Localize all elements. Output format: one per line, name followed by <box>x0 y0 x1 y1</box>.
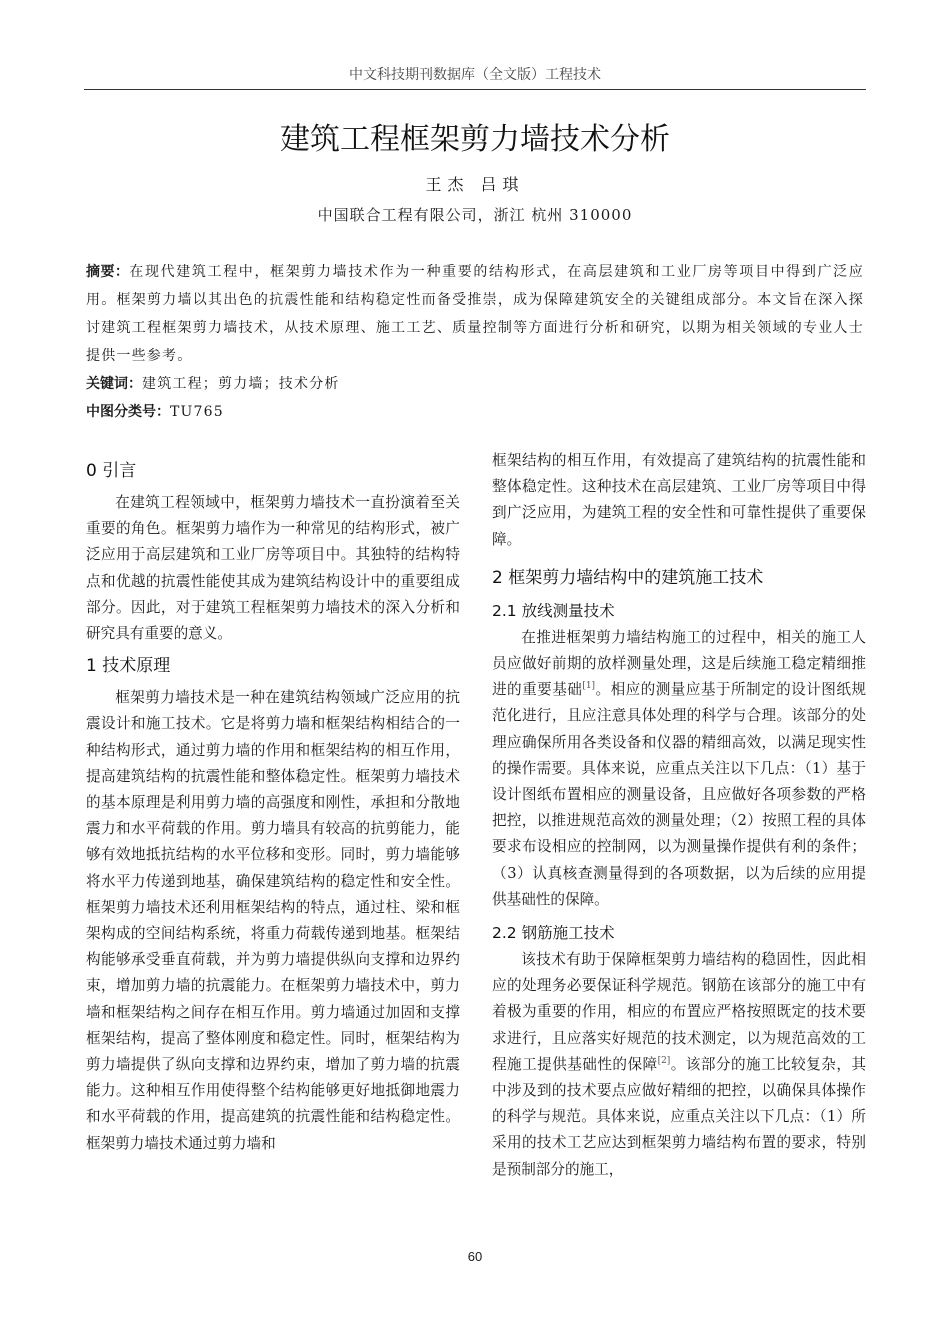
clc-line <box>86 398 864 426</box>
citation-ref-2[interactable]: [2] <box>657 1056 671 1066</box>
section-0-paragraph: 在建筑工程领域中，框架剪力墙技术一直扮演着至关重要的角色。框架剪力墙作为一种常见的结构形式，被广泛应用于高层建筑和工业厂房等项目中。其独特的结构特点和优越的抗震性能使其成为建筑结构设计中的重要组成部分。因此，对于建筑工程框架剪力墙技术的深入分析和研究具有重要的意义。 <box>86 494 460 643</box>
keywords-label: 关键词： <box>86 376 142 392</box>
article-authors: 王杰 吕琪 <box>425 175 525 194</box>
section-2-1-text-a: 在推进框架剪力墙结构施工的过程中，相关的施工人员应做好前期的放样测量处理，这是后续施工稳定精细推进的重要基础 <box>492 628 866 699</box>
section-1-paragraph-left: 框架剪力墙技术是一种在建筑结构领域广泛应用的抗震设计和施工技术。它是将剪力墙和框架结构相结合的一种结构形式，通过剪力墙的作用和框架结构的相互作用，提高建筑结构的抗震性能和整体稳定性。框架剪力墙技术的基本原理是利用剪力墙的高强度和刚性，承担和分散地震力和水平荷载的作用。剪力墙具有较高的抗剪能力，能够有效地抵抗结构的水平位移和变形。同时，剪力墙能够将水平力传递到地基，确保建筑结构的稳定性和安全性。框架剪力墙技术还利用框架结构的特点，通过柱、梁和框架构成的空间结构系统，将重力荷载传递到地基。框架结构能够承受垂直荷载，并为剪力墙提供纵向支撑和边界约束，增加剪力墙的抗震能力。在框架剪力墙技术中，剪力墙和框架结构之间存在相互作用。剪力墙通过加固和支撑框架结构，提高了整体刚度和稳定性。同时，框架结构为剪力墙提供了纵向支撑和边界约束，增加了剪力墙的抗震能力。这种相互作用使得整个结构能够更好地抵御地震力和水平荷载的作用，提高建筑的抗震性能和结构稳定性。框架剪力墙技术通过剪力墙和 <box>86 689 460 1152</box>
article-affiliation: 中国联合工程有限公司，浙江 杭州 310000 <box>317 206 633 224</box>
section-2-2-paragraph <box>492 947 866 1183</box>
section-2-2-text-b: 。该部分的施工比较复杂，其中涉及到的技术要点应做好精细的把控，以确保具体操作的科学与规范。具体来说，应重点关注以下几点：（1）所采用的技术工艺应达到框架剪力墙结构布置的要求，特别是预制部分的施工， <box>492 1055 866 1178</box>
left-column <box>86 452 460 1157</box>
section-0-heading: 0 引言 <box>86 461 137 481</box>
abstract-text: 在现代建筑工程中，框架剪力墙技术作为一种重要的结构形式，在高层建筑和工业厂房等项目中得到广泛应用。框架剪力墙以其出色的抗震性能和结构稳定性而备受推崇，成为保障建筑安全的关键组成部分。本文旨在深入探讨建筑工程框架剪力墙技术，从技术原理、施工工艺、质量控制等方面进行分析和研究，以期为相关领域的专业人士提供一些参考。 <box>86 264 864 364</box>
keywords-text: 建筑工程；剪力墙；技术分析 <box>142 376 340 392</box>
abstract-label: 摘要： <box>86 264 130 280</box>
keywords-line <box>86 370 864 398</box>
clc-code: TU765 <box>170 404 224 420</box>
section-2-2-text-a: 该技术有助于保障框架剪力墙结构的稳固性，因此相应的处理务必要保证科学规范。钢筋在该部分的施工中有着极为重要的作用，相应的布置应严格按照既定的技术要求进行，且应落实好规范的技术测定，以为规范高效的工程施工提供基础性的保障 <box>492 951 866 1073</box>
right-column <box>492 448 866 1183</box>
page-number: 60 <box>467 1249 483 1264</box>
citation-ref-1[interactable]: [1] <box>582 681 596 692</box>
abstract-paragraph <box>86 258 864 370</box>
article-title: 建筑工程框架剪力墙技术分析 <box>280 122 670 157</box>
running-head: 中文科技期刊数据库（全文版）工程技术 <box>349 67 601 83</box>
section-2-heading: 2 框架剪力墙结构中的建筑施工技术 <box>492 567 764 588</box>
clc-label: 中图分类号： <box>86 404 170 420</box>
section-1-paragraph-right: 框架结构的相互作用，有效提高了建筑结构的抗震性能和整体稳定性。这种技术在高层建筑、工业厂房等项目中得到广泛应用，为建筑工程的安全性和可靠性提供了重要保障。 <box>492 452 866 548</box>
section-2-1-heading: 2.1 放线测量技术 <box>492 601 615 620</box>
section-2-1-paragraph <box>492 625 866 913</box>
abstract-block <box>86 258 864 426</box>
section-2-2-heading: 2.2 钢筋施工技术 <box>492 924 615 943</box>
section-1-heading: 1 技术原理 <box>86 656 171 677</box>
section-2-1-text-b: 。相应的测量应基于所制定的设计图纸规范化进行，且应注意具体处理的科学与合理。该部分的处理应确保所用各类设备和仪器的精细高效，以满足现实性的操作需要。具体来说，应重点关注以下几点：（1）基于设计图纸布置相应的测量设备，且应做好各项参数的严格把控，以推进规范高效的测量处理；（2）按照工程的具体要求布设相应的控制网，以为测量操作提供有利的条件；（3）认真核查测量得到的各项数据，以为后续的应用提供基础性的保障。 <box>492 681 866 908</box>
header-rule <box>84 89 866 90</box>
